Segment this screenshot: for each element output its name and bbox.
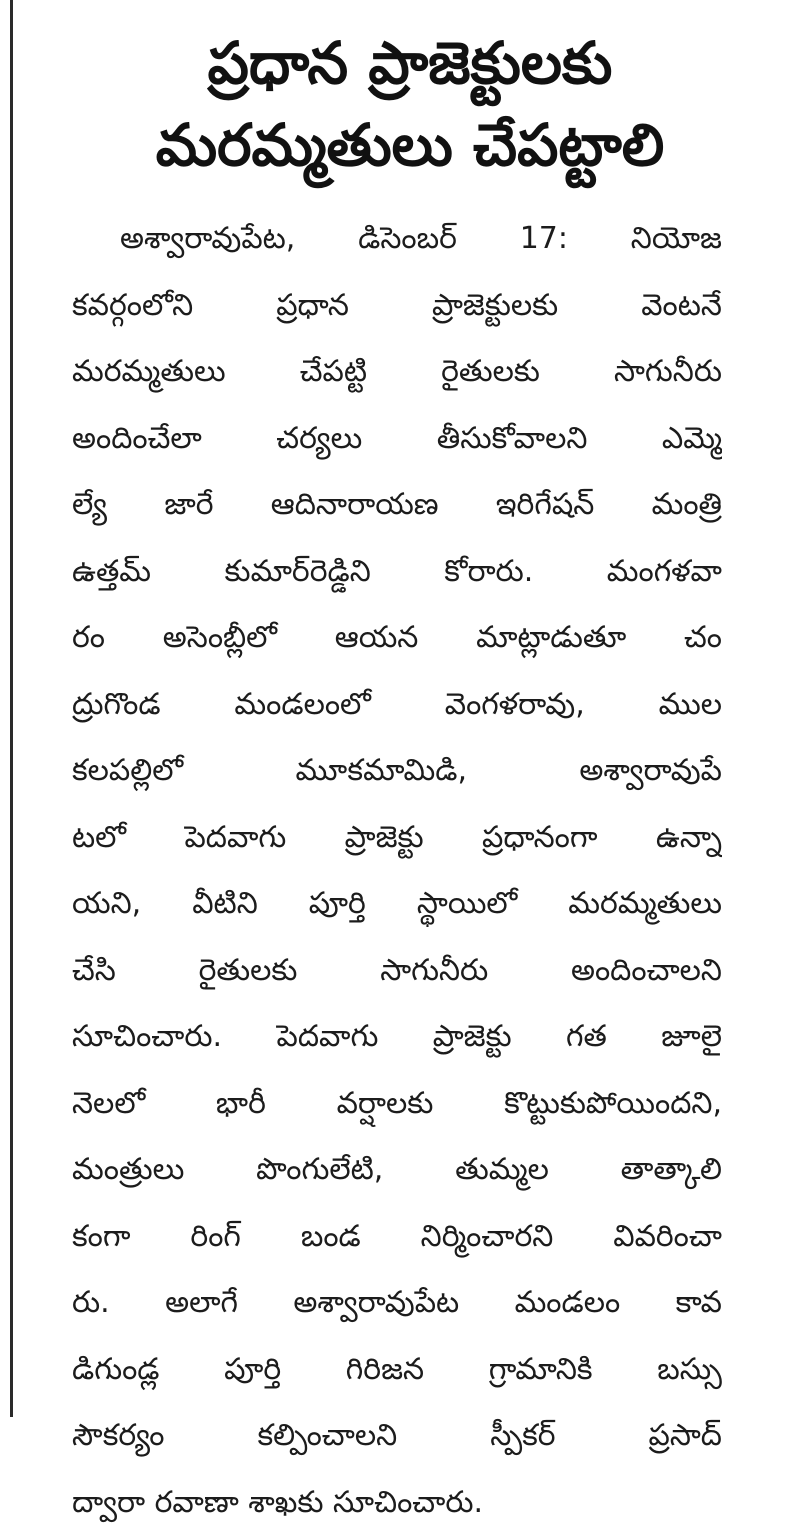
body-line: సౌకర్యం కల్పించాలని స్పీకర్ ప్రసాద్ [72, 1403, 722, 1470]
headline-line-2: మరమ్మతులు చేపట్టాలి [40, 104, 780, 186]
body-line: టలో పెదవాగు ప్రాజెక్టు ప్రధానంగా ఉన్నా [72, 805, 722, 872]
body-line: కవర్గంలోని ప్రధాన ప్రాజెక్టులకు వెంటనే [72, 273, 722, 340]
column-rule [10, 0, 13, 1417]
body-line: రు. అలాగే అశ్వారావుపేట మండలం కావ [72, 1270, 722, 1337]
body-line: ద్రుగొండ మండలంలో వెంగళరావు, ముల [72, 672, 722, 739]
headline [40, 22, 780, 186]
body-line: యని, వీటిని పూర్తి స్థాయిలో మరమ్మతులు [72, 871, 722, 938]
body-line: కలపల్లిలో మూకమామిడి, అశ్వారావుపే [72, 738, 722, 805]
body-line: అందించేలా చర్యలు తీసుకోవాలని ఎమ్మె [72, 406, 722, 473]
body-line: ద్వారా రవాణా శాఖకు సూచించారు. [72, 1470, 722, 1536]
body-line: ఉత్తమ్ కుమార్‌రెడ్డిని కోరారు. మంగళవా [72, 539, 722, 606]
body-line: మంత్రులు పొంగులేటి, తుమ్మల తాత్కాలి [72, 1137, 722, 1204]
body-line: నెలలో భారీ వర్షాలకు కొట్టుకుపోయిందని, [72, 1071, 722, 1138]
body-line: డిగుండ్ల పూర్తి గిరిజన గ్రామానికి బస్సు [72, 1337, 722, 1404]
headline-line-1: ప్రధాన ప్రాజెక్టులకు [40, 22, 780, 104]
body-line: అశ్వారావుపేట, డిసెంబర్ 17: నియోజ [72, 206, 722, 273]
article-body [72, 206, 722, 1536]
body-line: ల్యే జారే ఆదినారాయణ ఇరిగేషన్ మంత్రి [72, 472, 722, 539]
body-line: కంగా రింగ్ బండ నిర్మించారని వివరించా [72, 1204, 722, 1271]
body-line: మరమ్మతులు చేపట్టి రైతులకు సాగునీరు [72, 339, 722, 406]
body-line: సూచించారు. పెదవాగు ప్రాజెక్టు గత జూలై [72, 1004, 722, 1071]
body-line: రం అసెంబ్లీలో ఆయన మాట్లాడుతూ చం [72, 605, 722, 672]
body-line: చేసి రైతులకు సాగునీరు అందించాలని [72, 938, 722, 1005]
